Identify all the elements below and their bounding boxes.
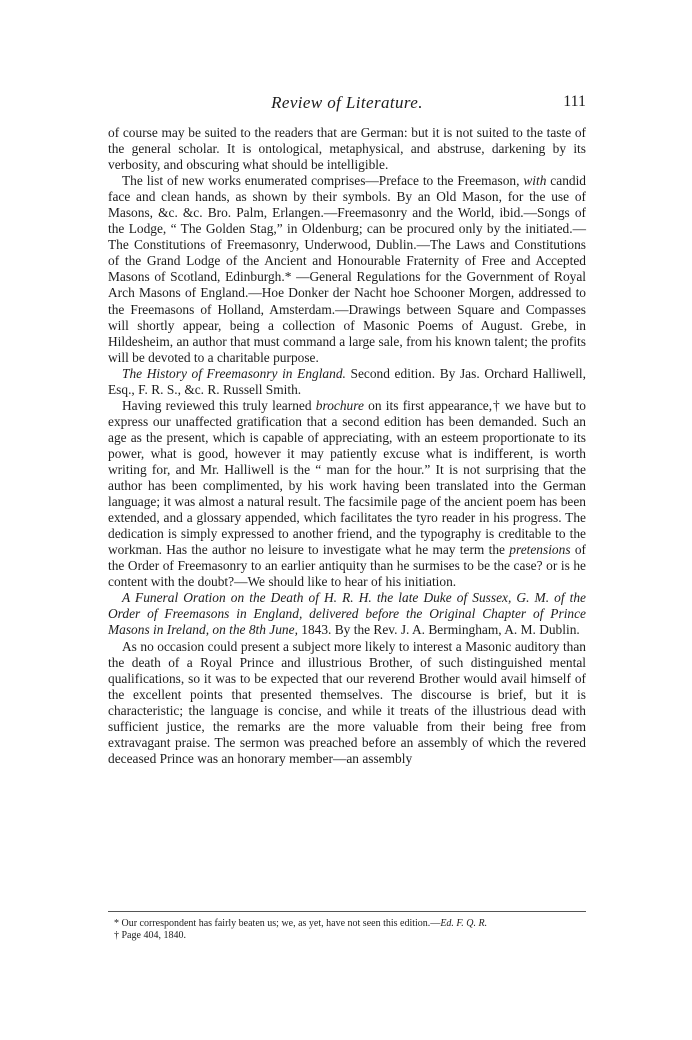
book-title-oration: A Funeral Oration on the Death of H. R. H. the late Duke of Sussex, G. M. of the Order of Freemasons in England, delivered before the Original Chapter of Prince Masons in Ireland, on the 8th June, <box>108 590 586 638</box>
paragraph-2-part-a: The list of new works enumerated comprises—Preface to the Freemason, <box>122 173 524 189</box>
footnote-1 <box>108 918 586 930</box>
paragraph-4-italic-brochure: brochure <box>315 397 364 413</box>
paragraph-2 <box>108 173 586 366</box>
running-head <box>108 93 586 117</box>
book-details-oration: 1843. By the Rev. J. A. Bermingham, A. M. Dublin. <box>297 622 580 638</box>
footnote-1-text: * Our correspondent has fairly beaten us; we, as yet, have not seen this edition.— <box>114 918 441 929</box>
running-title: Review of Literature. <box>271 93 423 112</box>
review-heading-history <box>108 366 586 398</box>
paragraph-6: As no occasion could present a subject more likely to interest a Masonic auditory than the death of a Royal Prince and illustrious Brother, of such distinguished mental qualifications, so it was to be expected that our reverend Brother would avail himself of the excellent points that presented themselves. The discourse is brief, but it is characteristic; the language is concise, and while it treats of the illustrious dead with sufficient justice, the remarks are the more valuable from their being free from extravagant praise. The sermon was preached before an assembly of which the revered deceased Prince was an honorary member—an assembly <box>108 638 586 766</box>
paragraph-4-part-e: of the Order of Freemasonry to an earlier antiquity than he surmises to be the case? or is he content with the doubt?—We should like to hear of his initiation. <box>108 542 586 590</box>
footnote-1-signature: Ed. F. Q. R. <box>440 918 488 929</box>
footnote-2: † Page 404, 1840. <box>114 930 186 941</box>
paragraph-2-part-c: candid face and clean hands, as shown by their symbols. By an Old Mason, for the use of Masons, &c. &c. Bro. Palm, Erlangen.—Freemasonry and the World, ibid.—Songs of the Lodge, “ The Golden Stag,” in Oldenburg; can be procured only by the initiated.—The Constitutions of Freemasonry, Underwood, Dublin.—The Laws and Constitutions of the Grand Lodge of the Ancient and Honourable Fraternity of Free and Accepted Masons of Scotland, Edinburgh.* —General Regulations for the Government of Royal Arch Masons of England.—Hoe Donker der Nacht hoe Schooner Morgen, addressed to the Freemasons of Holland, Amsterdam.—Drawings between Square and Compasses will shortly appear, being a collection of Masonic Poems of August. Grebe, in Hildesheim, an author that must command a large sale, from his known talent; the profits will be devoted to a charitable purpose. <box>108 173 586 365</box>
book-details-history: Second edition. By Jas. Orchard Halliwell, Esq., F. R. S., &c. R. Russell Smith. <box>108 365 586 397</box>
paragraph-4-part-c: on its first appearance,† we have but to express our unaffected gratification that a second edition has been demanded. Such an age as the present, which is capable of appreciating, with an esteem proportionate to its power, what is good, however it may patiently excuse what is indifferent, is worth writing for, and Mr. Halliwell is the “ man for the hour.” It is not surprising that the author has been complimented, by his work having been translated into the German language; it was almost a natural result. The facsimile page of the ancient poem has been extended, and a glossary appended, which facilitates the tyro reader in his progress. The dedication is simply expressed to another friend, and the typography is creditable to the workman. Has the author no leisure to investigate what he may term the <box>108 397 586 558</box>
paragraph-2-italic-with: with <box>523 173 547 189</box>
book-title-history: The History of Freemasonry in England. <box>122 365 346 381</box>
footnotes <box>108 918 586 942</box>
paragraph-4 <box>108 398 586 591</box>
review-heading-oration <box>108 590 586 638</box>
paragraph-4-part-a: Having reviewed this truly learned <box>122 397 316 413</box>
body-text <box>108 125 586 767</box>
paragraph-1: of course may be suited to the readers that are German: but it is not suited to the taste of the general scholar. It is ontological, metaphysical, and abstruse, darkening by its verbosity, and obscuring what should be intelligible. <box>108 125 586 173</box>
page-number: 111 <box>563 93 586 110</box>
paragraph-4-italic-pretensions: pretensions <box>509 542 571 558</box>
footnote-divider <box>108 911 586 912</box>
